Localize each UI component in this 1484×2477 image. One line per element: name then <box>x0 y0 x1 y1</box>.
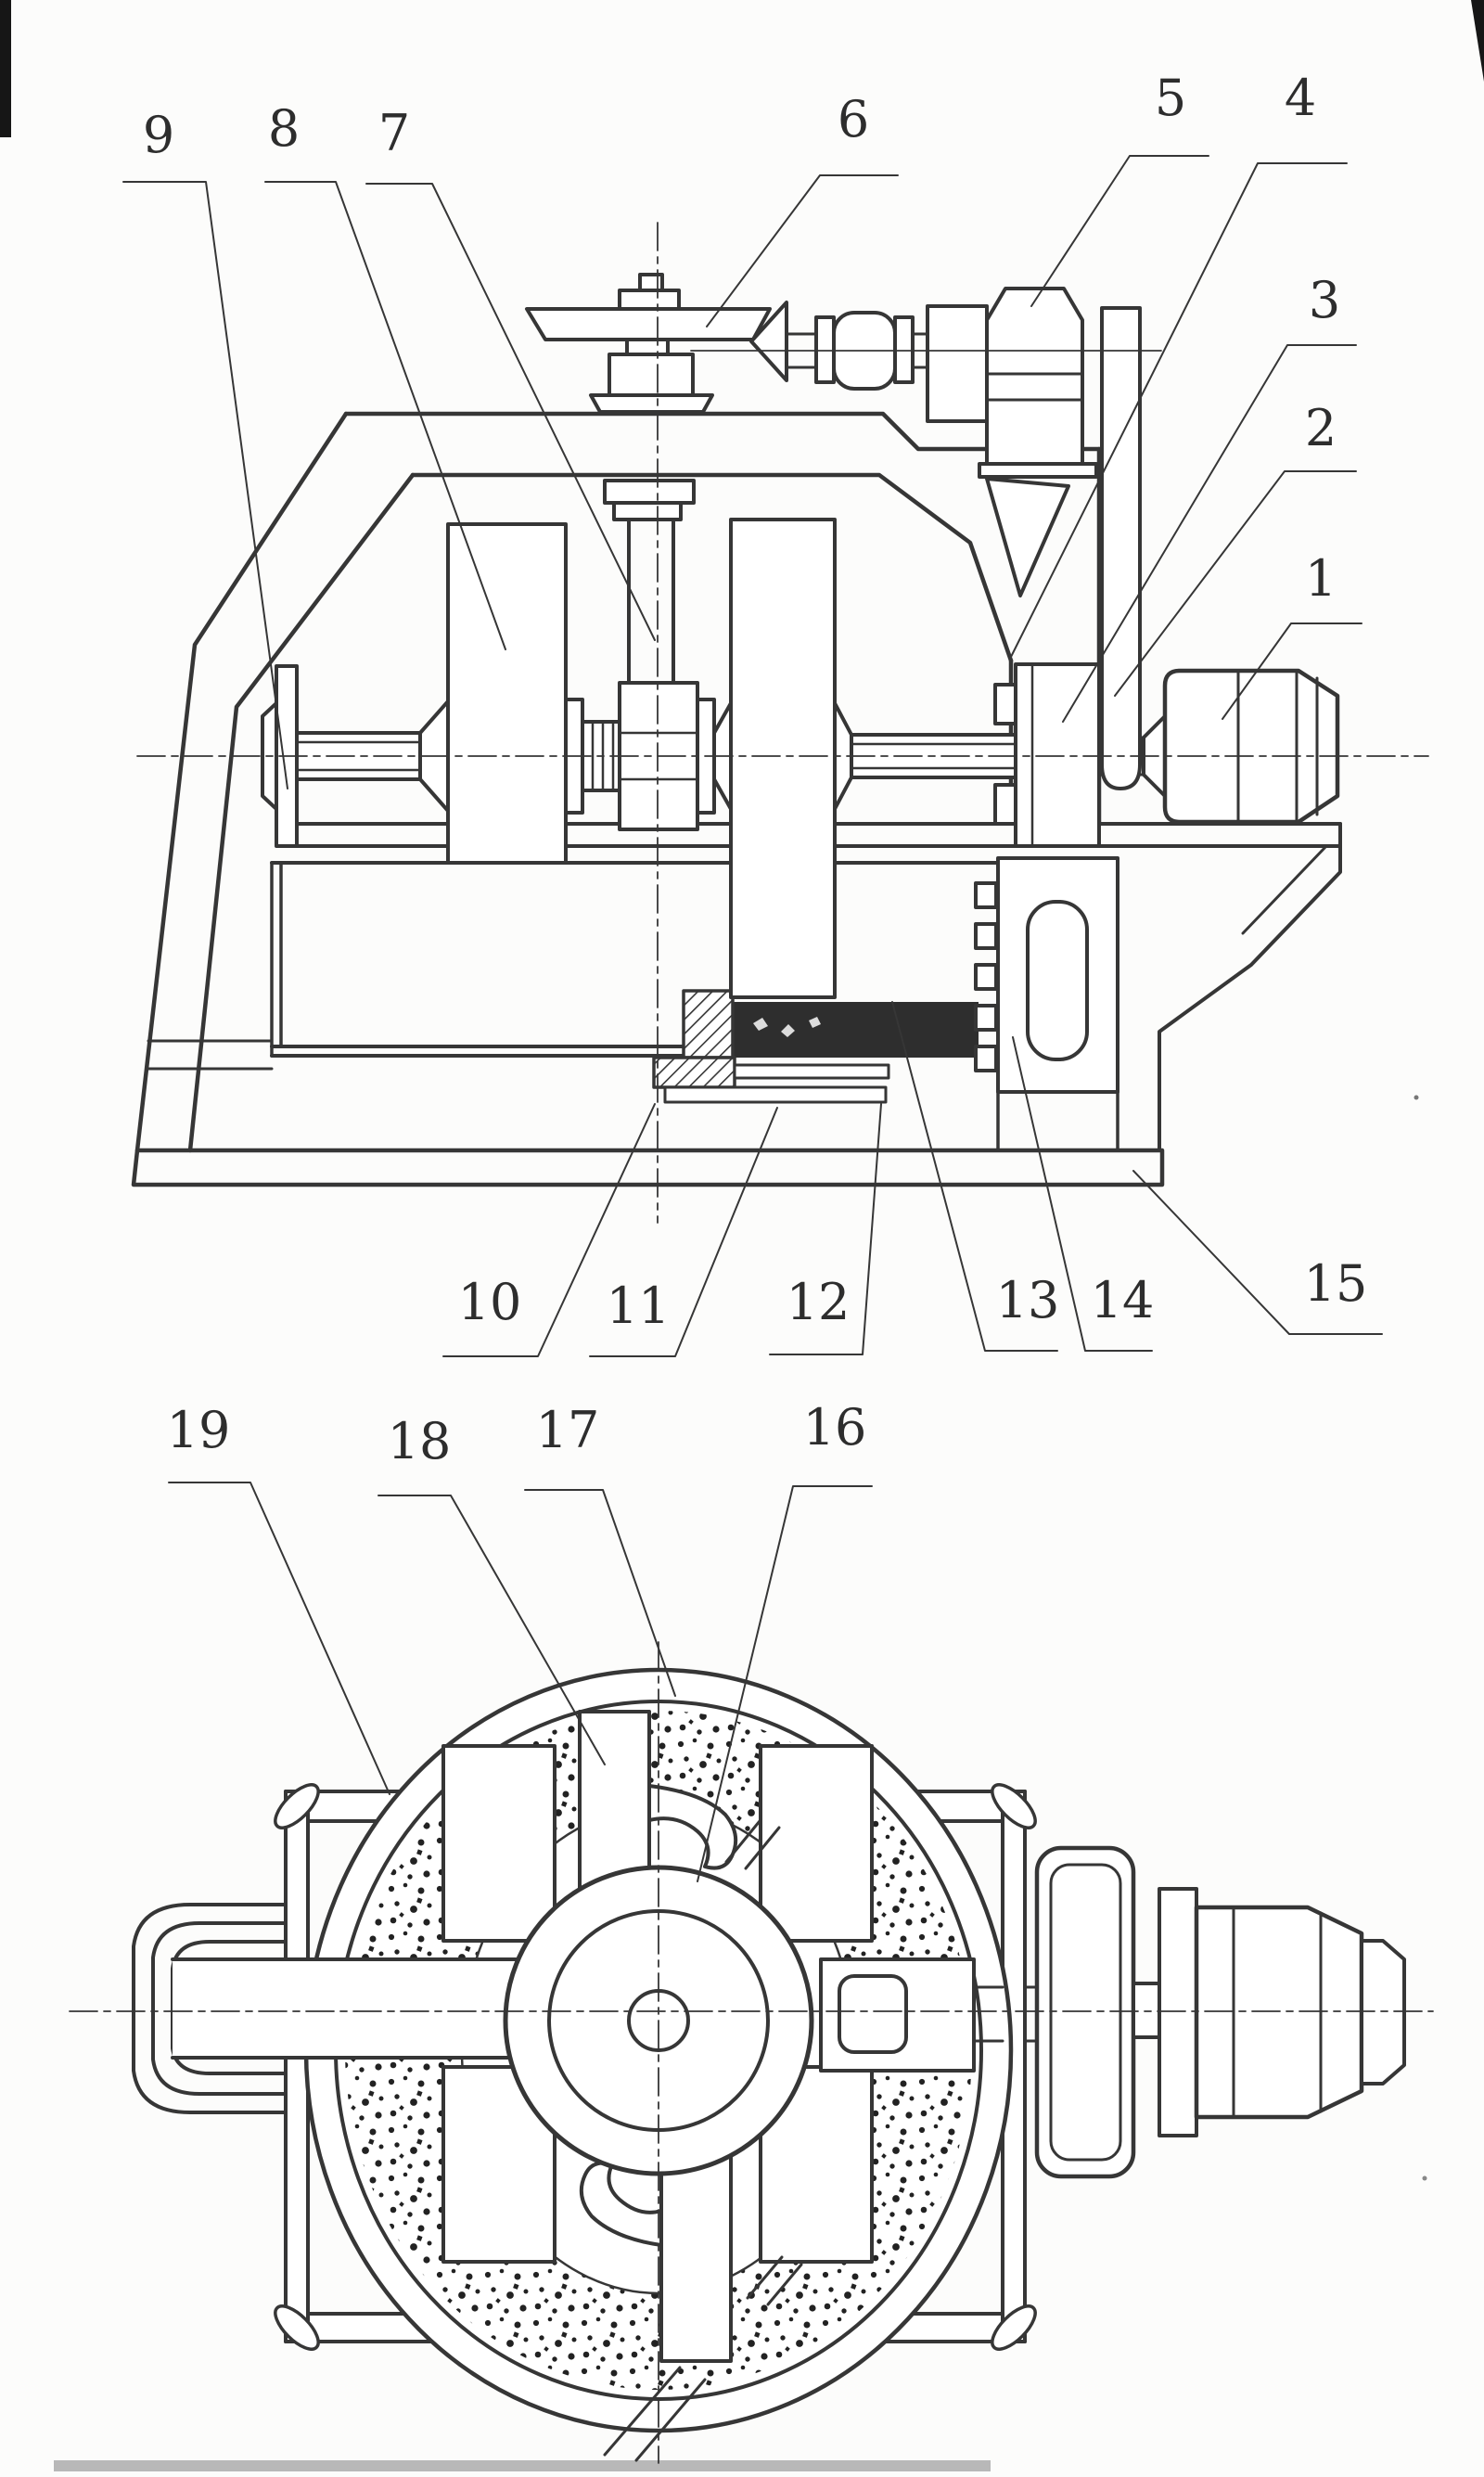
part-number-12: 12 <box>786 1273 851 1331</box>
callout-5 <box>1031 69 1209 306</box>
part-number-9: 9 <box>142 106 175 164</box>
bracket-tooth <box>976 965 996 989</box>
part-number-10: 10 <box>457 1273 522 1331</box>
right-bearing-block <box>1016 664 1099 846</box>
callout-15 <box>1133 1171 1382 1334</box>
part-number-8: 8 <box>267 99 301 158</box>
tank-left-wall <box>272 863 281 1056</box>
grinding-disc-left <box>448 524 566 863</box>
scan-bottom-strip <box>54 2460 991 2471</box>
left-wall-shelf-lines <box>147 1041 272 1069</box>
hatched-bracket-upper <box>684 991 733 1058</box>
side-section-view <box>134 223 1428 1223</box>
main-shaft-train <box>262 520 1337 997</box>
coupling-insert <box>839 1976 906 2052</box>
part-number-15: 15 <box>1303 1254 1368 1313</box>
callout-6 <box>707 90 898 327</box>
lever-stem <box>627 340 668 354</box>
callout-11 <box>590 1108 777 1356</box>
callout-19 <box>167 1401 390 1794</box>
part-number-18: 18 <box>387 1412 452 1470</box>
part-number-4: 4 <box>1284 69 1317 127</box>
shaft-collar-lower <box>614 503 681 520</box>
pole-block-top-right <box>761 1746 872 1941</box>
part-number-19: 19 <box>166 1401 231 1459</box>
machine-base <box>134 1150 1162 1185</box>
leader-line-19 <box>169 1482 390 1794</box>
part-number-17: 17 <box>535 1401 600 1459</box>
part-number-14: 14 <box>1090 1271 1155 1329</box>
housing-left-wall-inner <box>190 475 413 1150</box>
arm-band <box>173 1959 519 2058</box>
adjusting-screw-tip <box>640 275 662 290</box>
bracket-slot <box>1028 902 1087 1059</box>
vertical-support-plate <box>1102 308 1140 789</box>
part-number-3: 3 <box>1308 271 1341 329</box>
bench-right-edge <box>1159 824 1340 1150</box>
tray-plate-lower <box>665 1087 886 1102</box>
callout-9 <box>123 106 288 789</box>
scan-edge-mark-left <box>0 0 11 137</box>
part-number-13: 13 <box>995 1271 1060 1329</box>
right-drive-assembly <box>1025 1848 1404 2176</box>
coupling-flange-b <box>895 317 913 382</box>
bracket-tooth <box>976 883 996 907</box>
leader-line-5 <box>1031 156 1209 306</box>
bracket-tooth <box>976 1006 996 1030</box>
scan-speck <box>1414 1096 1419 1100</box>
top-view-drum <box>70 1642 1433 2463</box>
top-motor <box>987 289 1082 464</box>
bearing-step-lower <box>995 785 1016 824</box>
lever-block <box>609 354 693 395</box>
foot-bracket <box>976 858 1118 1150</box>
bearing-step-upper <box>995 685 1016 724</box>
top-motor-endbell <box>928 306 987 421</box>
pole-block-top-left <box>443 1746 555 1941</box>
part-number-7: 7 <box>377 104 411 162</box>
part-number-16: 16 <box>802 1398 867 1457</box>
bracket-legs <box>998 1092 1118 1150</box>
bracket-tooth <box>976 1046 996 1071</box>
top-motor-base <box>979 464 1096 477</box>
hatched-bracket-lower <box>654 1058 735 1087</box>
coupling-flange-a <box>816 317 834 382</box>
main-motor <box>1165 671 1337 822</box>
lever-foot-flange <box>591 395 712 412</box>
part-number-11: 11 <box>606 1277 671 1335</box>
grinding-disc-right <box>731 520 835 997</box>
base-slab <box>134 1150 1162 1185</box>
drive-motor <box>1196 1907 1362 2117</box>
lever-bar <box>527 309 770 340</box>
callout-2 <box>1115 399 1356 696</box>
leader-line-9 <box>123 182 288 789</box>
callout-12 <box>770 1104 881 1354</box>
gusset-plate <box>987 479 1068 596</box>
inner-coupling <box>821 1959 1003 2071</box>
drive-connector <box>1133 1983 1159 2037</box>
magnetic-band <box>733 1002 979 1058</box>
scan-speck <box>1423 2176 1427 2181</box>
bracket-tooth <box>976 924 996 948</box>
part-number-6: 6 <box>837 90 870 148</box>
part-number-5: 5 <box>1154 69 1187 127</box>
drive-motor-cap <box>1362 1941 1404 2084</box>
leader-line-6 <box>707 175 898 327</box>
drive-washer-plate <box>1159 1889 1196 2136</box>
bench-inner-chamfer <box>1243 846 1326 933</box>
tray-plate-upper <box>735 1065 889 1078</box>
shaft-collar-upper <box>605 481 694 503</box>
part-number-2: 2 <box>1304 399 1337 457</box>
scan-edge-mark-right <box>1471 0 1484 82</box>
adjusting-nut <box>620 290 679 309</box>
tank-internals <box>654 991 979 1102</box>
cross-arm <box>173 1959 519 2058</box>
callout-17 <box>525 1401 675 1696</box>
part-number-1: 1 <box>1304 549 1337 608</box>
